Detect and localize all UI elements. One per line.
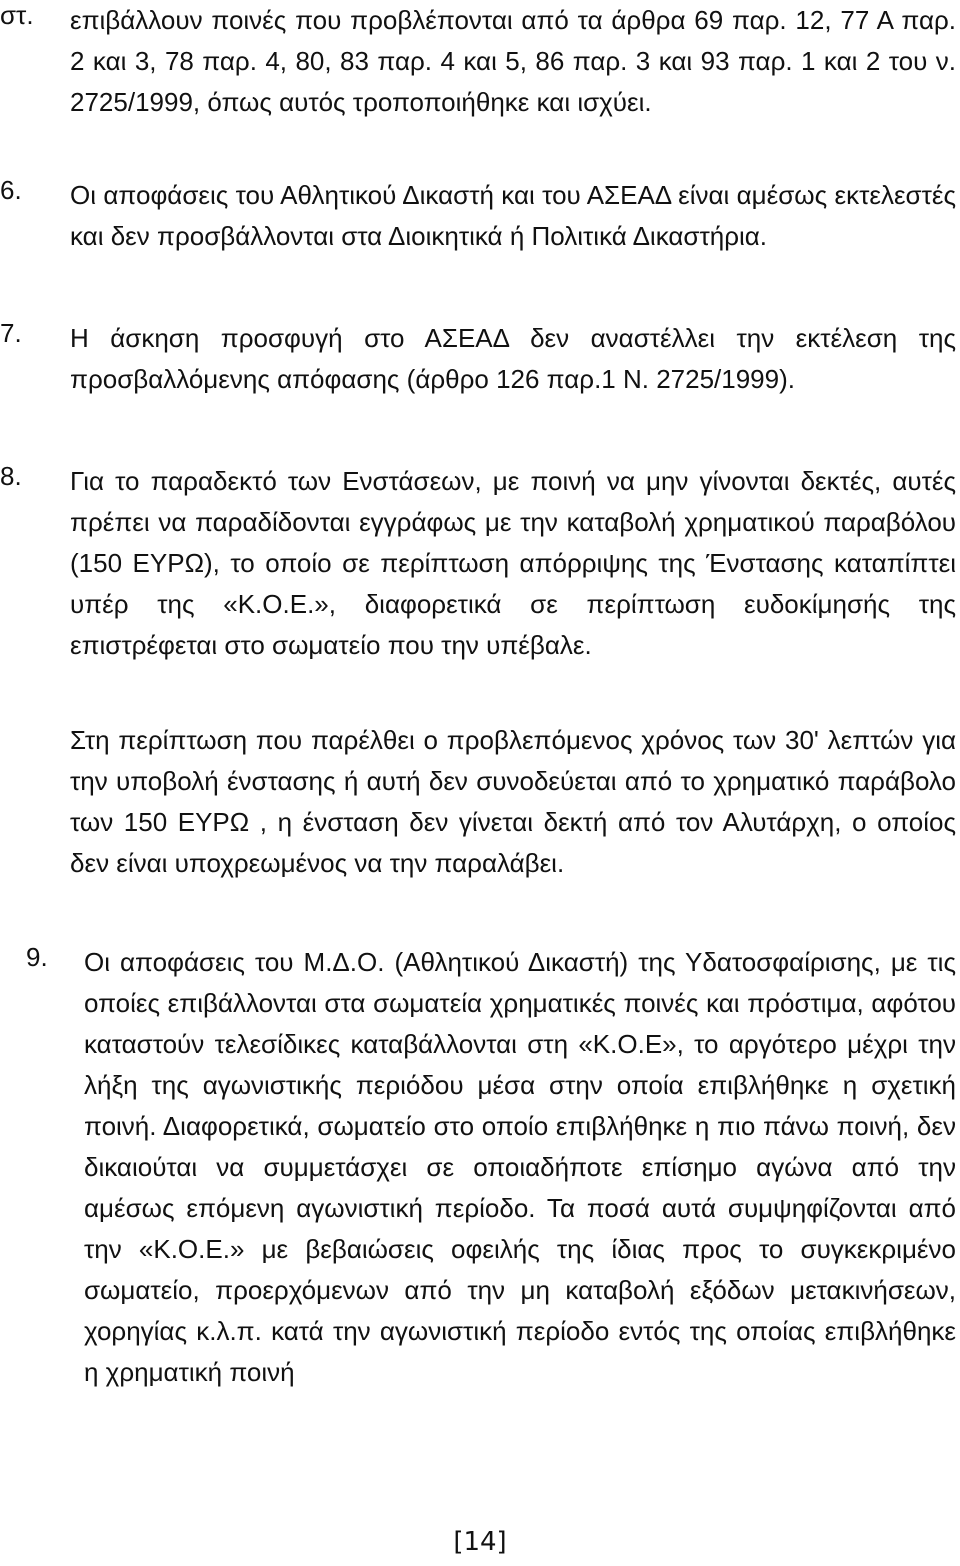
clause-text: Οι αποφάσεις του Μ.Δ.Ο. (Αθλητικού Δικαστή) της Υδατοσφαίρισης, με τις οποίες επιβάλλονται στα σωματεία χρηματικές ποινές και πρόστιμα, αφότου καταστούν τελεσίδικες καταβάλλονται στη «Κ.Ο.Ε», το αργότερο μέχρι την λήξη της αγωνιστικής περιόδου μέσα στην οποία επιβλήθηκε η σχετική ποινή. Διαφορετικά, σωματείο στο οποίο επιβλήθηκε η πιο πάνω ποινή, δεν δικαιούται να συμμετάσχει σε οποιαδήποτε επίσημο αγώνα από την αμέσως επόμενη αγωνιστική περίοδο. Τα ποσά αυτά συμψηφίζονται από την «Κ.Ο.Ε.» με βεβαιώσεις οφειλής της ίδιας προς το συγκεκριμένο σωματείο, προερχόμενων από την μη καταβολή εξόδων μετακινήσεων, χορηγίας κ.λ.π. κατά την αγωνιστική περίοδο εντός της οποίας επιβλήθηκε η χρηματική ποινή xyxy=(84,947,956,1387)
clause-text: επιβάλλουν ποινές που προβλέπονται από τα άρθρα 69 παρ. 12, 77 Α παρ. 2 και 3, 78 παρ. 4, 80, 83 παρ. 4 και 5, 86 παρ. 3 και 93 παρ. 1 και 2 του ν. 2725/1999, όπως αυτός τροποποιήθηκε και ισχύει. xyxy=(70,5,956,117)
clause-text: Η άσκηση προσφυγή στο ΑΣΕΑΔ δεν αναστέλλει την εκτέλεση της προσβαλλόμενης απόφασης (άρθρο 126 παρ.1 Ν. 2725/1999). xyxy=(70,323,956,394)
clause-text: Οι αποφάσεις του Αθλητικού Δικαστή και του ΑΣΕΑΔ είναι αμέσως εκτελεστές και δεν προσβάλλονται στα Διοικητικά ή Πολιτικά Δικαστήρια. xyxy=(70,180,956,251)
page-number: [14] xyxy=(453,1527,507,1557)
clause-number: στ. xyxy=(0,0,34,30)
clause-number: 8. xyxy=(0,461,22,491)
clause-number: 7. xyxy=(0,318,22,348)
objection-note-paragraph: Στη περίπτωση που παρέλθει ο προβλεπόμενος χρόνος των 30' λεπτών για την υποβολή ένστασης ή αυτή δεν συνοδεύεται από το χρηματικό παράβολο των 150 ΕΥΡΩ , η ένσταση δεν γίνεται δεκτή από τον Αλυτάρχη, ο οποίος δεν είναι υποχρεωμένος να την παραλάβει. xyxy=(70,725,956,878)
clause-number: 9. xyxy=(26,942,48,972)
clause-text: Για το παραδεκτό των Ενστάσεων, με ποινή να μην γίνονται δεκτές, αυτές πρέπει να παραδίδονται εγγράφως με την καταβολή χρηματικού παραβόλου (150 ΕΥΡΩ), το οποίο σε περίπτωση απόρριψης της Ένστασης καταπίπτει υπέρ της «Κ.Ο.Ε.», διαφορετικά σε περίπτωση ευδοκίμησής της επιστρέφεται στο σωματείο που την υπέβαλε. xyxy=(70,466,956,660)
clause-number: 6. xyxy=(0,175,22,205)
